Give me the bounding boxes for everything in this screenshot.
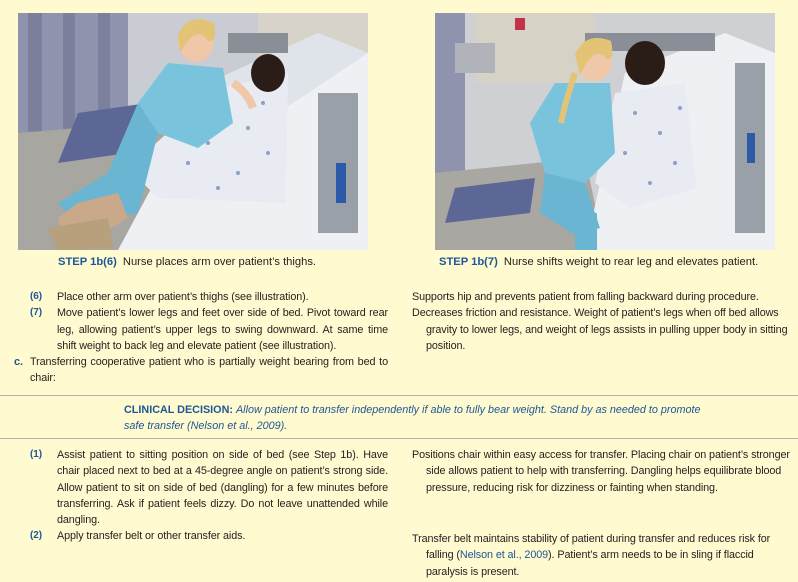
steps-column-top [14, 289, 388, 387]
citation-link[interactable]: Nelson et al., 2009 [459, 549, 549, 562]
rationale-text-part: Transfer belt maintains stability of patient during transfer and reduces risk for falling ( [412, 533, 771, 562]
clinical-decision-label: CLINICAL DECISION: [124, 404, 233, 416]
figure-caption-right [439, 255, 758, 269]
step-item [14, 354, 388, 387]
rationale-text [412, 531, 798, 580]
rationale-text: Supports hip and prevents patient from falling backward during procedure. [412, 291, 759, 303]
figure-caption-text: Nurse shifts weight to rear leg and elevates patient. [503, 256, 759, 268]
step-text: Apply transfer belt or other transfer aids. [57, 530, 246, 543]
steps-column-bottom [14, 447, 388, 545]
photo-nurse-shifts-weight [435, 13, 775, 250]
rationale-text-part: ). Patient’s arm needs to be in sling if flaccid paralysis is present. [426, 549, 754, 578]
rationale-column-top [412, 289, 798, 354]
step-number: (7) [30, 307, 42, 319]
clinical-decision-citation: Nelson et al., 2009 [190, 420, 281, 432]
figure-caption-text: Nurse places arm over patient’s thighs. [122, 256, 317, 268]
step-number: c. [14, 356, 23, 369]
step-item [14, 447, 388, 528]
step-text: Place other arm over patient’s thighs (see illustration). [57, 291, 309, 303]
rationale-text: Positions chair within easy access for transfer. Placing chair on patient’s stronger side allows patient to help with transferring. Dangling helps equilibrate blood pressure, reducing risk for dizziness or fainting when standing. [412, 449, 790, 494]
divider [0, 395, 798, 396]
figure-step-label: STEP 1b(6) [58, 256, 117, 268]
step-text: Assist patient to sitting position on side of bed (see Step 1b). Have chair placed next to bed at a 45-degree angle on patient’s strong side. Allow patient to sit on side of bed (dangling) for a few minutes before transferring. Ask if patient feels dizzy. Do not leave unattended while dangling. [57, 449, 388, 527]
step-item [14, 305, 388, 354]
step-number: (6) [30, 291, 42, 302]
step-item [14, 528, 388, 544]
photo-nurse-arm-over-thighs [18, 13, 368, 250]
clinical-decision-end: ). [280, 420, 288, 432]
step-number: (2) [30, 530, 42, 542]
rationale-text: Decreases friction and resistance. Weight of patient’s legs when off bed allows gravity to lower legs, and weight of legs assists in pulling upper body in sitting position. [412, 307, 788, 352]
figure-caption-left [58, 255, 316, 269]
rationale-column-bottom-2 [412, 531, 798, 580]
step-text: Transferring cooperative patient who is partially weight bearing from bed to chair: [30, 356, 388, 385]
rationale-column-bottom [412, 447, 798, 496]
step-number: (1) [30, 449, 42, 460]
clinical-decision-text: Allow patient to transfer independently if able to fully bear weight. Stand by as needed to promote safe transfer ( [124, 404, 701, 432]
step-text: Move patient’s lower legs and feet over side of bed. Pivot toward rear leg, allowing patient’s upper legs to swing downward. At same time shift weight to back leg and elevate patient (see illustration). [57, 307, 388, 352]
divider [0, 438, 798, 439]
clinical-decision-box [124, 402, 704, 434]
figure-step-label: STEP 1b(7) [439, 256, 498, 268]
step-item [14, 289, 388, 305]
